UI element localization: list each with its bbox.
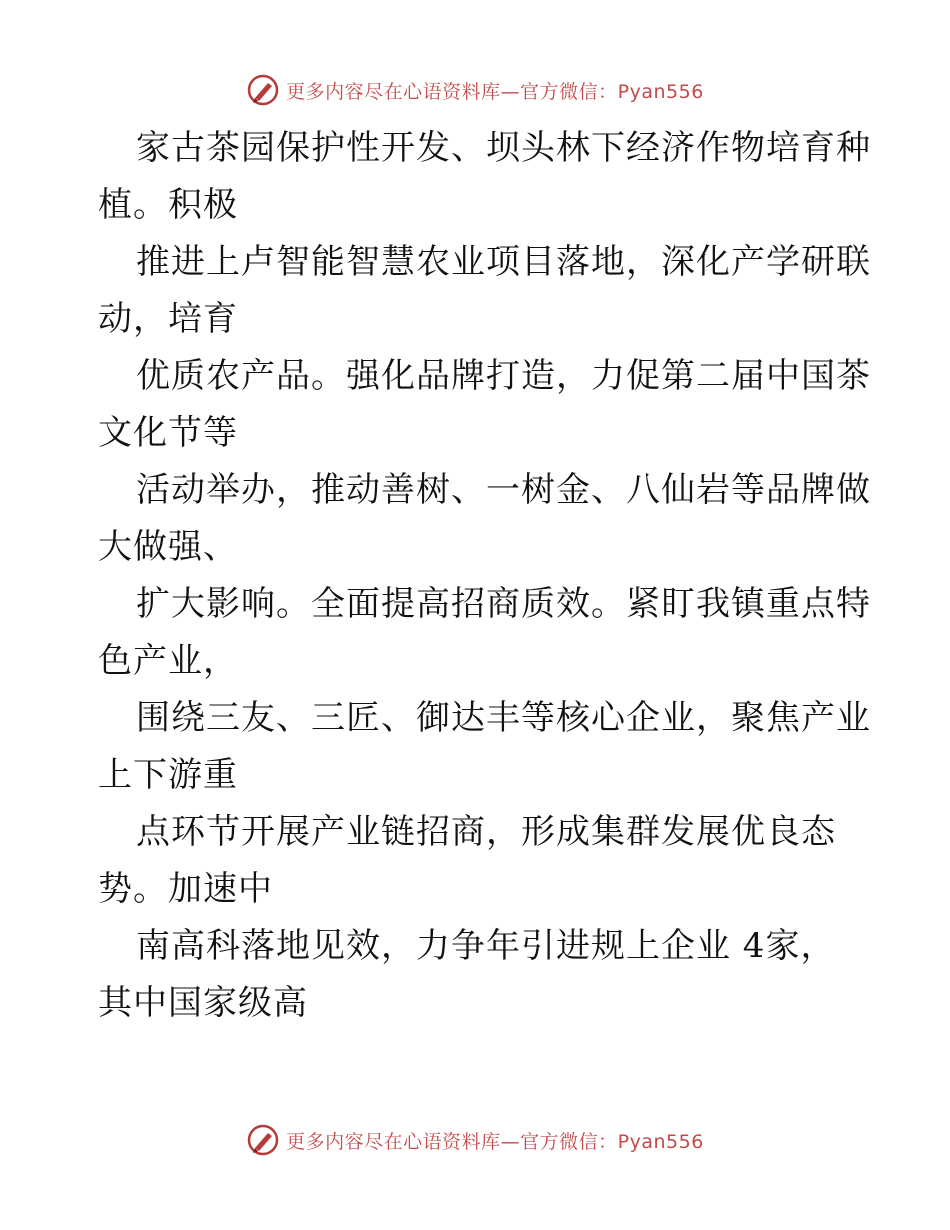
text-line: 大做强、 <box>98 527 238 567</box>
header-watermark <box>0 70 950 110</box>
text-line: 文化节等 <box>98 413 238 453</box>
pen-logo-icon <box>246 1123 280 1157</box>
text-line: 上下游重 <box>98 755 238 795</box>
text-line: 围绕三友、三匠、御达丰等核心企业，聚焦产业 <box>136 698 871 738</box>
pen-logo-icon <box>246 73 280 107</box>
document-body <box>98 120 871 1032</box>
text-line: 扩大影响。全面提高招商质效。紧盯我镇重点特 <box>136 584 871 624</box>
text-line: 家古茶园保护性开发、坝头林下经济作物培育种 <box>136 128 871 168</box>
text-line: 其中国家级高 <box>98 983 308 1023</box>
text-line: 点环节开展产业链招商，形成集群发展优良态 <box>136 812 836 852</box>
watermark-text: 更多内容尽在心语资料库—官方微信：Pyan556 <box>286 1130 704 1153</box>
footer-watermark <box>0 1120 950 1160</box>
text-line: 动，培育 <box>98 299 238 339</box>
text-line: 色产业， <box>98 641 238 681</box>
text-line: 推进上卢智能智慧农业项目落地，深化产学研联 <box>136 242 871 282</box>
text-line: 植。积极 <box>98 185 238 225</box>
text-line: 活动举办，推动善树、一树金、八仙岩等品牌做 <box>136 470 871 510</box>
watermark-text: 更多内容尽在心语资料库—官方微信：Pyan556 <box>286 80 704 103</box>
text-line: 势。加速中 <box>98 869 273 909</box>
text-line: 优质农产品。强化品牌打造，力促第二届中国茶 <box>136 356 871 396</box>
text-line: 南高科落地见效，力争年引进规上企业 4家， <box>136 926 836 966</box>
